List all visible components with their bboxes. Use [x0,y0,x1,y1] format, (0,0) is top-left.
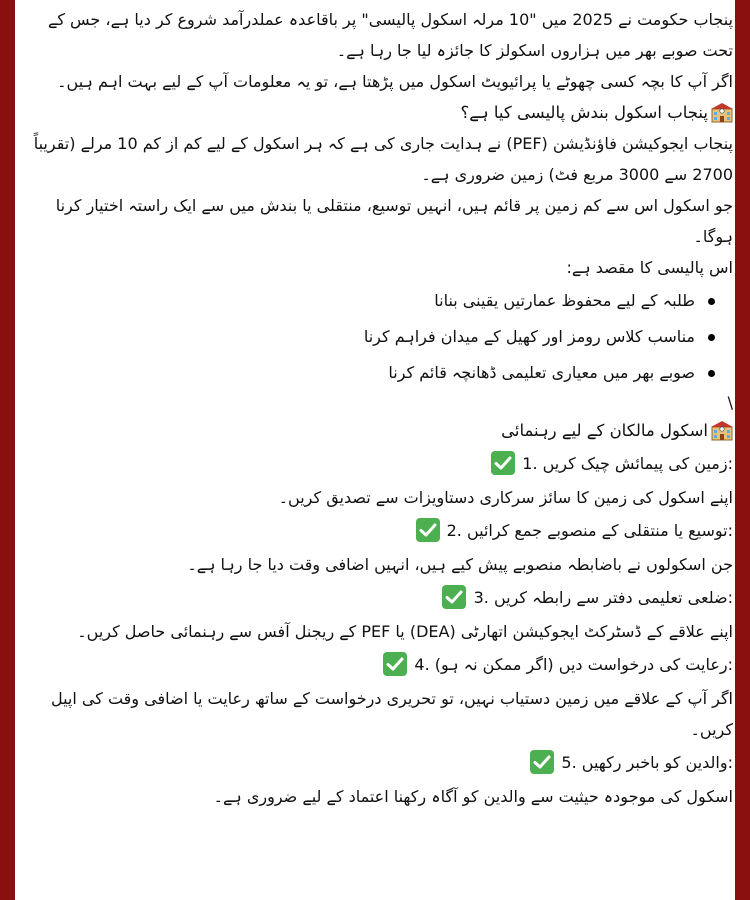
step-title [23,513,733,549]
step-title [23,580,733,616]
step-title-text: :رعایت کی درخواست دیں (اگر ممکن نہ ہو) .4 [414,655,733,674]
step-title [23,745,733,781]
step-title-text: :زمین کی پیمائش چیک کریں .1 [522,454,733,473]
check-mark-icon [491,451,515,475]
check-mark-icon [383,652,407,676]
guidance-steps [23,446,733,812]
step-title [23,647,733,683]
step-title [23,446,733,482]
step-description: اسکول کی موجودہ حیثیت سے والدین کو آگاہ رکھنا اعتماد کے لیے ضروری ہے۔ [213,787,733,806]
section-heading-policy [23,97,733,128]
intro-paragraph-2: اگر آپ کا بچہ کسی چھوٹے یا پرائیویٹ اسکول میں پڑھتا ہے، تو یہ معلومات آپ کے لیے بہت اہم ہیں۔ [57,72,733,91]
step-title-text: :توسیع یا منتقلی کے منصوبے جمع کرائیں .2 [446,521,733,540]
article-page [15,0,735,900]
section-heading-text: اسکول مالکان کے لیے رہنمائی [501,421,708,440]
list-item: صوبے بھر میں معیاری تعلیمی ڈھانچہ قائم کرنا [23,355,715,391]
list-item: طلبہ کے لیے محفوظ عمارتیں یقینی بنانا [23,283,715,319]
check-mark-icon [530,750,554,774]
step-description: اگر آپ کے علاقے میں زمین دستیاب نہیں، تو تحریری درخواست کے ساتھ رعایت یا اضافی وقت کی اپیل کریں۔ [50,689,733,739]
check-mark-icon [416,518,440,542]
purpose-list [23,283,733,391]
step-title-text: :والدین کو باخبر رکھیں .5 [561,753,733,772]
small-school-options-paragraph: جو اسکول اس سے کم زمین پر قائم ہیں، انہیں توسیع، منتقلی یا بندش میں سے ایک راستہ اختیار کرنا ہوگا۔ [55,196,733,246]
intro-paragraph-1: پنجاب حکومت نے 2025 میں "10 مرلہ اسکول پالیسی" پر باقاعدہ عملدرآمد شروع کر دیا ہے، جس کے تحت صوبے بھر میں ہزاروں اسکولز کا جائزہ لیا جا رہا ہے۔ [47,10,733,60]
policy-purpose-label: اس پالیسی کا مقصد ہے: [566,258,733,277]
section-heading-text: پنجاب اسکول بندش پالیسی کیا ہے؟ [460,103,708,122]
step-title-text: :ضلعی تعلیمی دفتر سے رابطہ کریں .3 [473,588,733,607]
separator-mark: \ [727,393,733,412]
school-building-icon [711,101,733,123]
check-mark-icon [442,585,466,609]
pef-directive-paragraph: پنجاب ایجوکیشن فاؤنڈیشن (PEF) نے ہدایت جاری کی ہے کہ ہر اسکول کے لیے کم از کم 10 مرلے (تقریباً 2700 سے 3000 مربع فٹ) زمین ضروری ہے۔ [33,134,733,184]
step-description: جن اسکولوں نے باضابطہ منصوبے پیش کیے ہیں، انہیں اضافی وقت دیا جا رہا ہے۔ [187,555,733,574]
step-description: اپنے اسکول کی زمین کا سائز سرکاری دستاویزات سے تصدیق کریں۔ [278,488,733,507]
list-item: مناسب کلاس رومز اور کھیل کے میدان فراہم کرنا [23,319,715,355]
step-description: اپنے علاقے کے ڈسٹرکٹ ایجوکیشن اتھارٹی (DEA) یا PEF کے ریجنل آفس سے رہنمائی حاصل کریں۔ [77,622,733,641]
school-building-icon [711,419,733,441]
section-heading-guidance [23,415,733,446]
